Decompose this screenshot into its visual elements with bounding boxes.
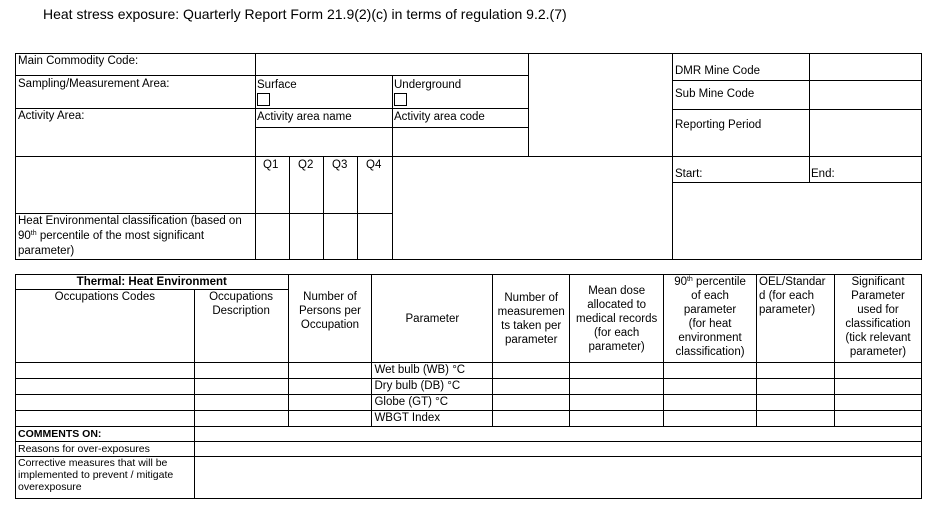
page-title: Heat stress exposure: Quarterly Report Form 21.9(2)(c) in terms of regulation 9.2.(7) <box>43 6 567 22</box>
reporting-period-label: Reporting Period <box>675 119 762 131</box>
underground-label: Underground <box>394 79 462 91</box>
parameter-wet-bulb: Wet bulb (WB) °C <box>372 363 493 379</box>
end-label: End: <box>811 168 835 180</box>
quarter-q1-label: Q1 <box>263 159 279 171</box>
heat-classification-label-line2: 90th percentile of the most significant <box>18 230 205 242</box>
percentile-header: 90th percentile of each parameter (for heat environment classification) <box>664 275 757 363</box>
occupations-description-header: Occupations Description <box>194 290 288 363</box>
table-row <box>16 411 922 427</box>
activity-area-code-label: Activity area code <box>394 111 485 123</box>
quarter-q2-label: Q2 <box>298 159 314 171</box>
mean-dose-header: Mean dose allocated to medical records (for each parameter) <box>570 275 664 363</box>
sampling-area-label: Sampling/Measurement Area: <box>18 78 170 90</box>
heat-classification-label-line1: Heat Environmental classification (based on <box>18 215 242 227</box>
parameter-wbgt-index: WBGT Index <box>372 411 493 427</box>
comments-field[interactable] <box>194 427 921 442</box>
start-label: Start: <box>675 168 703 180</box>
persons-per-occupation-header: Number of Persons per Occupation <box>288 290 372 363</box>
dmr-mine-code-label: DMR Mine Code <box>675 65 760 77</box>
corrective-measures-field[interactable] <box>194 457 921 499</box>
table-row <box>16 363 922 379</box>
occupation-codes-header: Occupations Codes <box>16 290 195 363</box>
reasons-label: Reasons for over-exposures <box>16 442 195 457</box>
corrective-measures-label: Corrective measures that will be implemented to prevent / mitigate overexposure <box>16 457 195 499</box>
parameter-globe: Globe (GT) °C <box>372 395 493 411</box>
significant-parameter-header: Significant Parameter used for classification (tick relevant parameter) <box>834 275 921 363</box>
quarter-q4-label: Q4 <box>366 159 382 171</box>
parameter-dry-bulb: Dry bulb (DB) °C <box>372 379 493 395</box>
underground-checkbox[interactable] <box>394 93 407 106</box>
activity-area-label: Activity Area: <box>18 110 85 122</box>
heat-environment-table <box>15 274 922 499</box>
main-commodity-code-label: Main Commodity Code: <box>18 55 139 67</box>
quarter-q3-label: Q3 <box>332 159 348 171</box>
persons-header-spacer <box>288 275 372 290</box>
section-title: Thermal: Heat Environment <box>16 275 289 290</box>
sub-mine-code-label: Sub Mine Code <box>675 88 755 100</box>
heat-classification-label-line3: parameter) <box>18 245 75 257</box>
surface-label: Surface <box>257 79 297 91</box>
reasons-field[interactable] <box>194 442 921 457</box>
measurements-header: Number of measuremen ts taken per parameter <box>493 275 570 363</box>
surface-checkbox[interactable] <box>257 93 270 106</box>
activity-area-name-label: Activity area name <box>257 111 352 123</box>
oel-header: OEL/Standar d (for each parameter) <box>757 275 835 363</box>
comments-on-label: COMMENTS ON: <box>16 427 195 442</box>
table-row <box>16 379 922 395</box>
parameter-header: Parameter <box>372 275 493 363</box>
table-row <box>16 395 922 411</box>
